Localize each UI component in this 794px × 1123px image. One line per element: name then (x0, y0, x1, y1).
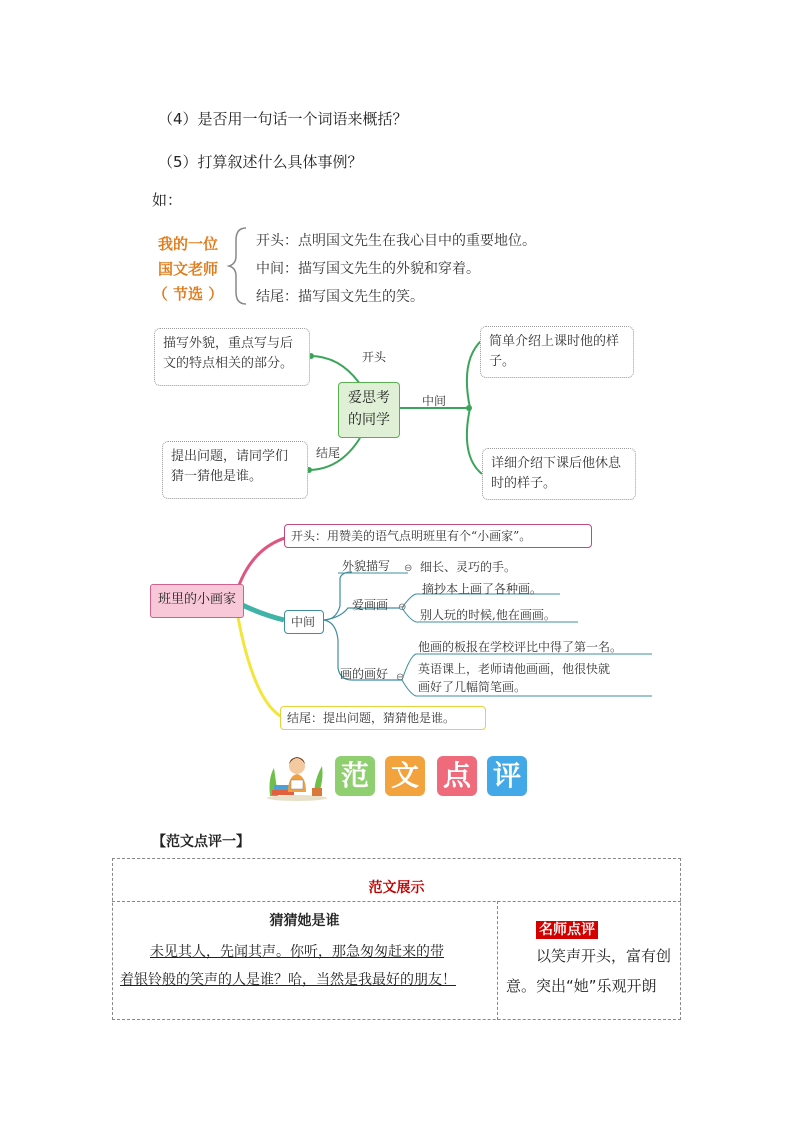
mindmap1-note-middle-top: 简单介绍上课时他的样子。 (480, 326, 634, 378)
banner-char-2: 文 (385, 756, 425, 796)
table-title: 范文展示 (368, 880, 425, 896)
mindmap1-branch-start: 开头 (362, 350, 387, 364)
mindmap2-root: 班里的小画家 (150, 584, 244, 618)
mindmap1-note-start: 描写外貌，重点写与后文的特点相关的部分。 (154, 328, 310, 386)
outline-line-end: 结尾：描写国文先生的笑。 (256, 289, 424, 305)
comment-badge-wrap (536, 919, 598, 939)
outline-title-line-2: 国文老师 (157, 260, 218, 278)
banner-char-4: 评 (487, 756, 527, 796)
mindmap2-good-leaf-2: 英语课上，老师请他画画，他很快就 (418, 662, 611, 676)
mindmap2-good: 画的画好 (340, 667, 389, 681)
question-5: （5）打算叙述什么具体事例？ (158, 153, 363, 171)
reading-girl-illustration (264, 752, 330, 802)
mindmap2-end: 结尾：提出问题，猜猜他是谁。 (280, 706, 486, 730)
mindmap1-branch-middle: 中间 (422, 394, 447, 408)
mindmap2-love-leaf-2: 别人玩的时候,他在画画。 (420, 608, 556, 622)
mindmap1-center-line-1: 爱思考 (348, 390, 390, 406)
mindmap1-branch-end: 结尾 (316, 446, 341, 460)
mindmap2-middle: 中间 (284, 610, 324, 634)
comment-badge: 名师点评 (536, 921, 598, 939)
table-col-divider (497, 901, 498, 1020)
essay-title: 猜猜她是谁 (269, 913, 340, 929)
collapse-icon: ⊖ (396, 672, 405, 683)
essay-body (120, 938, 494, 994)
mindmap1-center-line-2: 的同学 (348, 412, 390, 428)
collapse-icon: ⊖ (398, 602, 407, 613)
mindmap2-love: 爱画画 (352, 598, 389, 612)
mindmap2-love-leaf-1: 摘抄本上画了各种画。 (422, 582, 543, 596)
mindmap2-good-leaf-3: 画好了几幅简笔画。 (418, 680, 527, 694)
comment-line-1: 以笑声开头，富有创 (536, 947, 672, 965)
banner-char-1: 范 (335, 756, 375, 796)
banner-char-3: 点 (437, 756, 477, 796)
mindmap1-note-middle-bottom: 详细介绍下课后他休息时的样子。 (482, 448, 636, 500)
outline-title-line-3: （ 节选 ） (152, 285, 224, 303)
comment-body (506, 941, 678, 1001)
mindmap2-appearance: 外貌描写 (342, 559, 391, 573)
question-4: （4）是否用一句话一个词语来概括？ (158, 110, 408, 128)
essay-line-1: 未见其人，先闻其声。你听，那急匆匆赶来的带 (150, 944, 444, 960)
mindmap1-note-end: 提出问题，请同学们猜一猜他是谁。 (162, 441, 308, 499)
essay-line-2: 着银铃般的笑声的人是谁？哈，当然是我最好的朋友！ (120, 972, 456, 988)
table-row-divider (112, 901, 681, 902)
section-heading: 【范文点评一】 (152, 834, 250, 850)
mindmap2-start: 开头：用赞美的语气点明班里有个“小画家”。 (284, 524, 592, 548)
outline-line-start: 开头：点明国文先生在我心目中的重要地位。 (256, 233, 536, 249)
collapse-icon: ⊖ (404, 563, 413, 574)
outline-title-line-1: 我的一位 (157, 235, 218, 253)
outline-line-middle: 中间：描写国文先生的外貌和穿着。 (256, 261, 480, 277)
mindmap2-good-leaf-1: 他画的板报在学校评比中得了第一名。 (418, 640, 623, 654)
comment-line-2: 意。突出“她”乐观开朗 (506, 977, 657, 995)
mindmap2-appearance-leaf: 细长、灵巧的手。 (420, 560, 517, 574)
example-label: 如： (152, 191, 183, 209)
